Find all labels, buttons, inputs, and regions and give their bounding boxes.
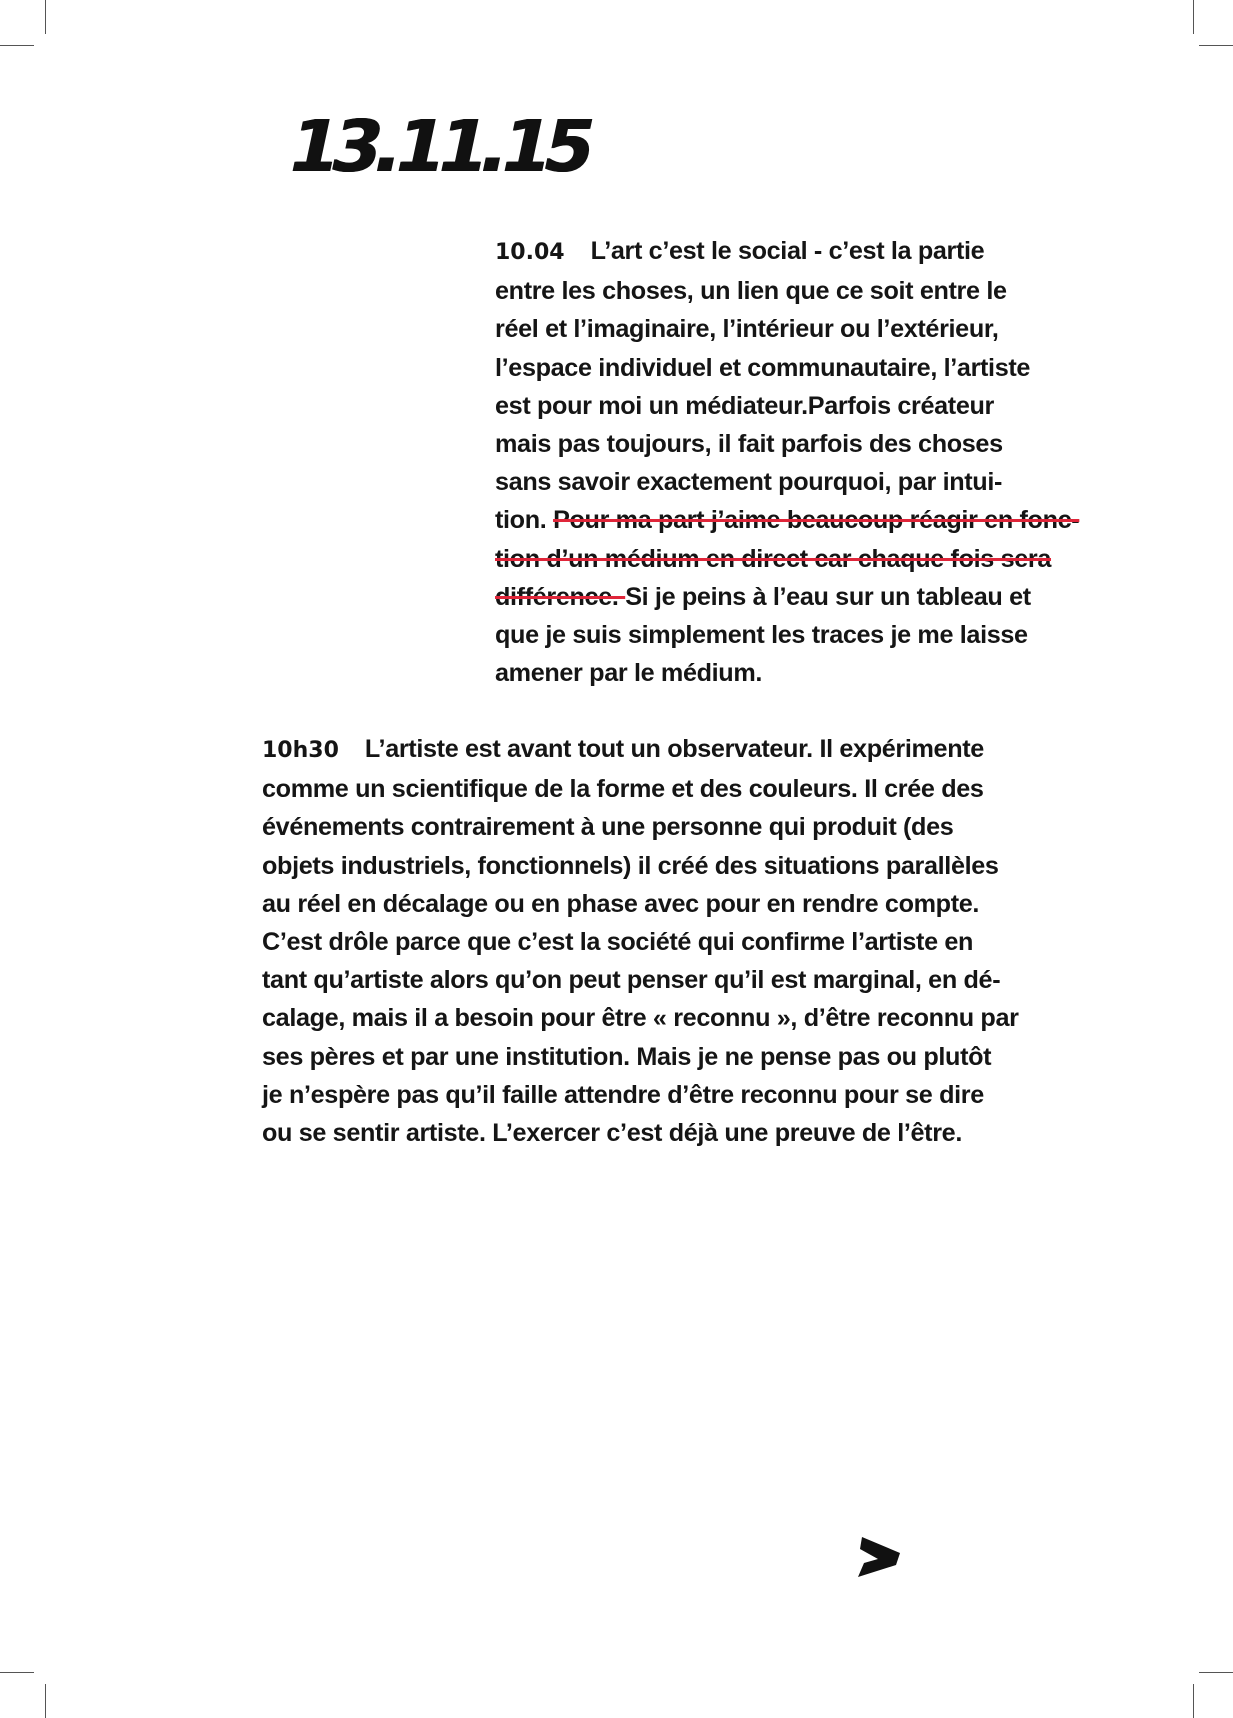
entry-1-line: est pour moi un médiateur.Parfois créateur [495, 391, 994, 420]
entry-2-line: C’est drôle parce que c’est la société qui confirme l’artiste en [262, 928, 974, 957]
entry-1-line: amener par le médium. [495, 659, 763, 688]
entry-1-plain-text: tion. [495, 506, 554, 535]
struck-through-text: Pour ma part j’aime beaucoup réagir en fonc- [553, 506, 1080, 535]
entry-1-line: l’espace individuel et communautaire, l’artiste [495, 353, 1031, 382]
entry-1-line [495, 578, 1113, 616]
journal-entry-2 [262, 730, 1112, 1152]
entry-2-line: événements contrairement à une personne qui produit (des [262, 813, 954, 842]
entry-1-line [495, 540, 1113, 578]
entry-1-line: mais pas toujours, il fait parfois des choses [495, 430, 1003, 459]
crop-mark-bottom-left-h [0, 1672, 34, 1673]
entry-1-line: que je suis simplement les traces je me laisse [495, 621, 1028, 650]
entry-1-text: L’art c’est le social - c’est la partie [590, 237, 985, 265]
crop-mark-top-right-v [1193, 0, 1194, 34]
entry-2-text: L’artiste est avant tout un observateur. Il expérimente [364, 735, 984, 763]
entry-2-line: au réel en décalage ou en phase avec pour en rendre compte. [262, 889, 980, 918]
crop-mark-bottom-left-v [45, 1684, 46, 1718]
entry-1-plain-text: Si je peins à l’eau sur un tableau et [625, 582, 1031, 611]
entry-2-line: ou se sentir artiste. L’exercer c’est déjà une preuve de l’être. [262, 1119, 962, 1148]
entry-1-line [495, 501, 1113, 539]
entry-2-line: tant qu’artiste alors qu’on peut penser qu’il est marginal, en dé- [262, 966, 1001, 995]
entry-2-line: je n’espère pas qu’il faille attendre d’être reconnu pour se dire [262, 1080, 984, 1109]
struck-through-text: tion d’un médium en direct car chaque fois sera [495, 544, 1052, 573]
entry-2-line: comme un scientifique de la forme et des couleurs. Il crée des [262, 775, 984, 804]
entry-1-line: réel et l’imaginaire, l’intérieur ou l’extérieur, [495, 315, 999, 344]
crop-mark-top-left-h [0, 45, 34, 46]
entry-1-time: 10.04 [495, 240, 565, 265]
entry-2-line: objets industriels, fonctionnels) il créé des situations parallèles [262, 851, 999, 880]
entry-1-line: entre les choses, un lien que ce soit entre le [495, 277, 1007, 306]
entry-2-time: 10h30 [262, 738, 339, 763]
entry-2-line: ses pères et par une institution. Mais je ne pense pas ou plutôt [262, 1042, 992, 1071]
crop-mark-top-left-v [45, 0, 46, 34]
next-page-arrow-icon[interactable] [856, 1533, 902, 1579]
journal-entry-1 [495, 232, 1113, 692]
crop-mark-bottom-right-v [1193, 1684, 1194, 1718]
struck-through-text: différence. [495, 582, 626, 611]
crop-mark-top-right-h [1199, 45, 1233, 46]
entry-1-line-1 [495, 232, 1113, 272]
crop-mark-bottom-right-h [1199, 1672, 1233, 1673]
entry-2-line-1 [262, 730, 1112, 770]
entry-2-line: calage, mais il a besoin pour être « reconnu », d’être reconnu par [262, 1004, 1019, 1033]
page-date-heading: 13.11.15 [280, 104, 596, 189]
entry-1-line: sans savoir exactement pourquoi, par intui- [495, 468, 1003, 497]
